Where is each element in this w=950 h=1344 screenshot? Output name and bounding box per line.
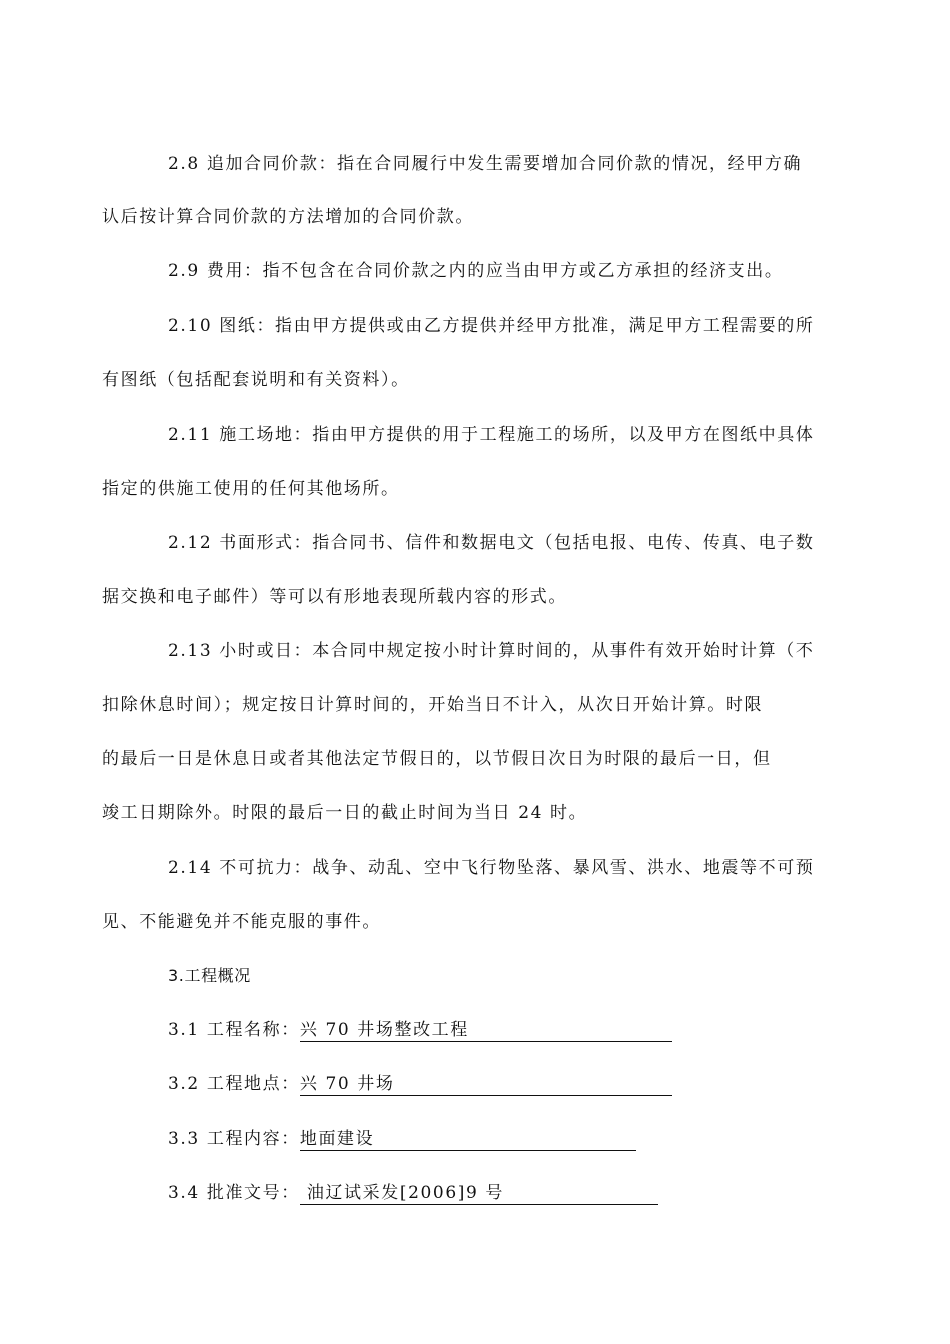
clause-2-14-line-2: 见、不能避免并不能克服的事件。 [102,912,381,932]
clause-2-12-line-2: 据交换和电子邮件）等可以有形地表现所载内容的形式。 [102,587,567,607]
field-value: 油辽试采发[2006]9 号 [300,1182,658,1205]
clause-2-13-line-4: 竣工日期除外。时限的最后一日的截止时间为当日 24 时。 [102,803,588,823]
field-value: 兴 70 井场 [300,1073,672,1096]
clause-2-11-line-2: 指定的供施工使用的任何其他场所。 [102,479,400,499]
clause-2-10-line-2: 有图纸（包括配套说明和有关资料）。 [102,370,410,390]
clause-2-8-line-1: 2.8 追加合同价款：指在合同履行中发生需要增加合同价款的情况，经甲方确 [168,154,803,174]
field-value: 地面建设 [300,1128,636,1151]
field-label: 3.3 工程内容： [168,1129,300,1149]
clause-2-11-line-1: 2.11 施工场地：指由甲方提供的用于工程施工的场所，以及甲方在图纸中具体 [168,425,815,445]
field-project-content [168,1127,908,1151]
clause-2-12-line-1: 2.12 书面形式：指合同书、信件和数据电文（包括电报、电传、传真、电子数 [168,533,815,553]
field-approval-number [168,1181,908,1205]
clause-2-9-line-1: 2.9 费用：指不包含在合同价款之内的应当由甲方或乙方承担的经济支出。 [168,261,784,281]
field-label: 3.1 工程名称： [168,1020,300,1040]
clause-2-13-line-1: 2.13 小时或日：本合同中规定按小时计算时间的，从事件有效开始时计算（不 [168,641,815,661]
field-value: 兴 70 井场整改工程 [300,1019,672,1042]
field-label: 3.2 工程地点： [168,1074,300,1094]
field-project-location [168,1072,908,1096]
clause-2-13-line-3: 的最后一日是休息日或者其他法定节假日的，以节假日次日为时限的最后一日，但 [102,749,772,769]
clause-2-13-line-2: 扣除休息时间）；规定按日计算时间的，开始当日不计入，从次日开始计算。时限 [102,695,764,715]
section-heading: 3.工程概况 [168,966,251,985]
field-project-name [168,1018,908,1042]
clause-2-14-line-1: 2.14 不可抗力：战争、动乱、空中飞行物坠落、暴风雪、洪水、地震等不可预 [168,858,815,878]
clause-2-8-line-2: 认后按计算合同价款的方法增加的合同价款。 [102,207,474,227]
clause-2-10-line-1: 2.10 图纸：指由甲方提供或由乙方提供并经甲方批准，满足甲方工程需要的所 [168,316,815,336]
field-label: 3.4 批准文号： [168,1183,300,1203]
